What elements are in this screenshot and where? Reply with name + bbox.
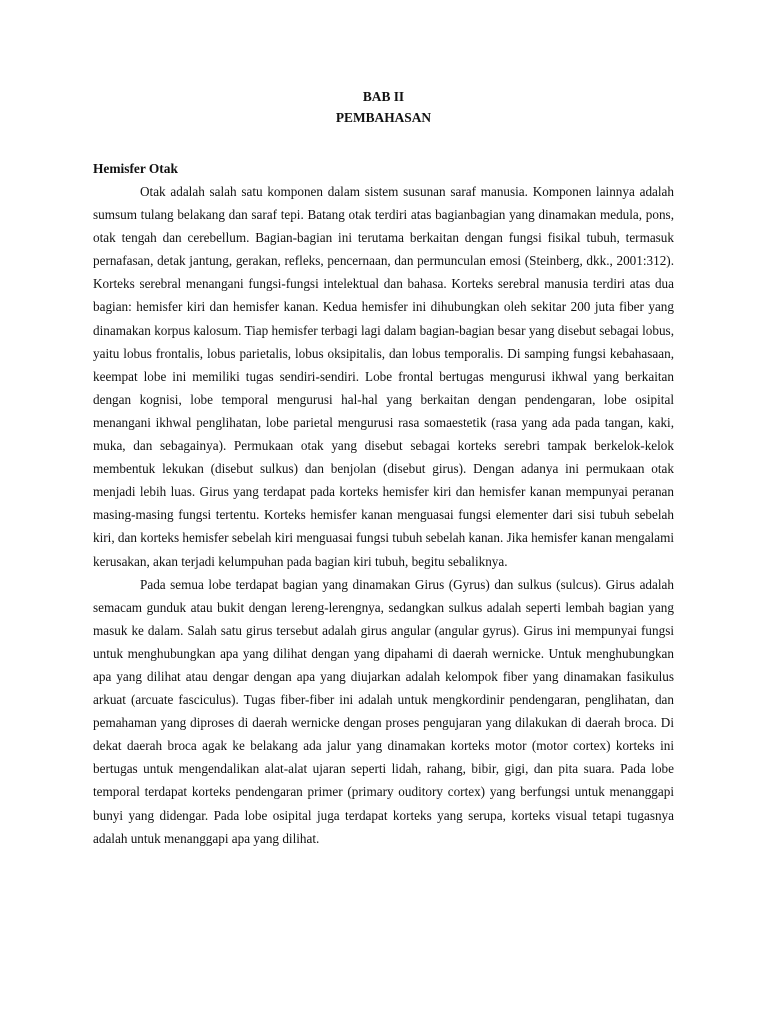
chapter-number: BAB II xyxy=(362,89,405,104)
chapter-title: PEMBAHASAN xyxy=(335,110,432,125)
section-heading: Hemisfer Otak xyxy=(93,161,178,176)
paragraph-1: Otak adalah salah satu komponen dalam sistem susunan saraf manusia. Komponen lainnya adalah sumsum tulang belakang dan saraf tepi. Batang otak terdiri atas bagianbagian yang dinamakan medula, pons, otak tengah dan cerebellum. Bagian-bagian ini terutama berkaitan dengan fungsi fisikal tubuh, termasuk pernafasan, detak jantung, gerakan, refleks, pencernaan, dan permunculan emosi (Steinberg, dkk., 2001:312). Korteks serebral menangani fungsi-fungsi intelektual dan bahasa. Korteks serebral manusia terdiri atas dua bagian: hemisfer kiri dan hemisfer kanan. Kedua hemisfer ini dihubungkan oleh sekitar 200 juta fiber yang dinamakan korpus kalosum. Tiap hemisfer terbagi lagi dalam bagian-bagian besar yang disebut sebagai lobus, yaitu lobus frontalis, lobus parietalis, lobus oksipitalis, dan lobus temporalis. Di samping fungsi kebahasaan, keempat lobe ini memiliki tugas sendiri-sendiri. Lobe frontal bertugas mengurusi ikhwal yang berkaitan dengan kognisi, lobe temporal mengurusi hal-hal yang berkaitan dengan pendengaran, lobe osipital menangani ikhwal penglihatan, lobe parietal mengurusi rasa somaestetik (rasa yang ada pada tangan, kaki, muka, dan sebagainya). Permukaan otak yang disebut sebagai korteks serebri tampak berkelok-kelok membentuk lekukan (disebut sulkus) dan benjolan (disebut girus). Dengan adanya ini permukaan otak menjadi lebih luas. Girus yang terdapat pada korteks hemisfer kiri dan hemisfer kanan mempunyai peranan masing-masing fungsi tertentu. Korteks hemisfer kanan menguasai fungsi elementer dari sisi tubuh sebelah kiri, dan korteks hemisfer sebelah kiri menguasai fungsi tubuh sebelah kanan. Jika hemisfer kanan mengalami kerusakan, akan terjadi kelumpuhan pada bagian kiri tubuh, begitu sebaliknya. xyxy=(93,184,674,569)
document-page xyxy=(93,86,674,850)
paragraph-2: Pada semua lobe terdapat bagian yang dinamakan Girus (Gyrus) dan sulkus (sulcus). Girus adalah semacam gunduk atau bukit dengan lereng-lerengnya, sedangkan sulkus adalah seperti lembah bagian yang masuk ke dalam. Salah satu girus tersebut adalah girus angular (angular gyrus). Girus ini mempunyai fungsi untuk menghubungkan apa yang dilihat dengan yang dipahami di daerah wernicke. Untuk menghubungkan apa yang dilihat atau dengar dengan apa yang diujarkan adalah kelompok fiber yang dinamakan fasikulus arkuat (arcuate fasciculus). Tugas fiber-fiber ini adalah untuk mengkordinir pendengaran, penglihatan, dan pemahaman yang diproses di daerah wernicke dengan proses pengujaran yang dilakukan di daerah broca. Di dekat daerah broca agak ke belakang ada jalur yang dinamakan korteks motor (motor cortex) korteks ini bertugas untuk mengendalikan alat-alat ujaran seperti lidah, rahang, bibir, gigi, dan pita suara. Pada lobe temporal terdapat korteks pendengaran primer (primary ouditory cortex) yang berfungsi untuk menanggapi bunyi yang didengar. Pada lobe osipital juga terdapat korteks yang serupa, korteks visual tetapi tugasnya adalah untuk menanggapi apa yang dilihat. xyxy=(93,576,674,846)
